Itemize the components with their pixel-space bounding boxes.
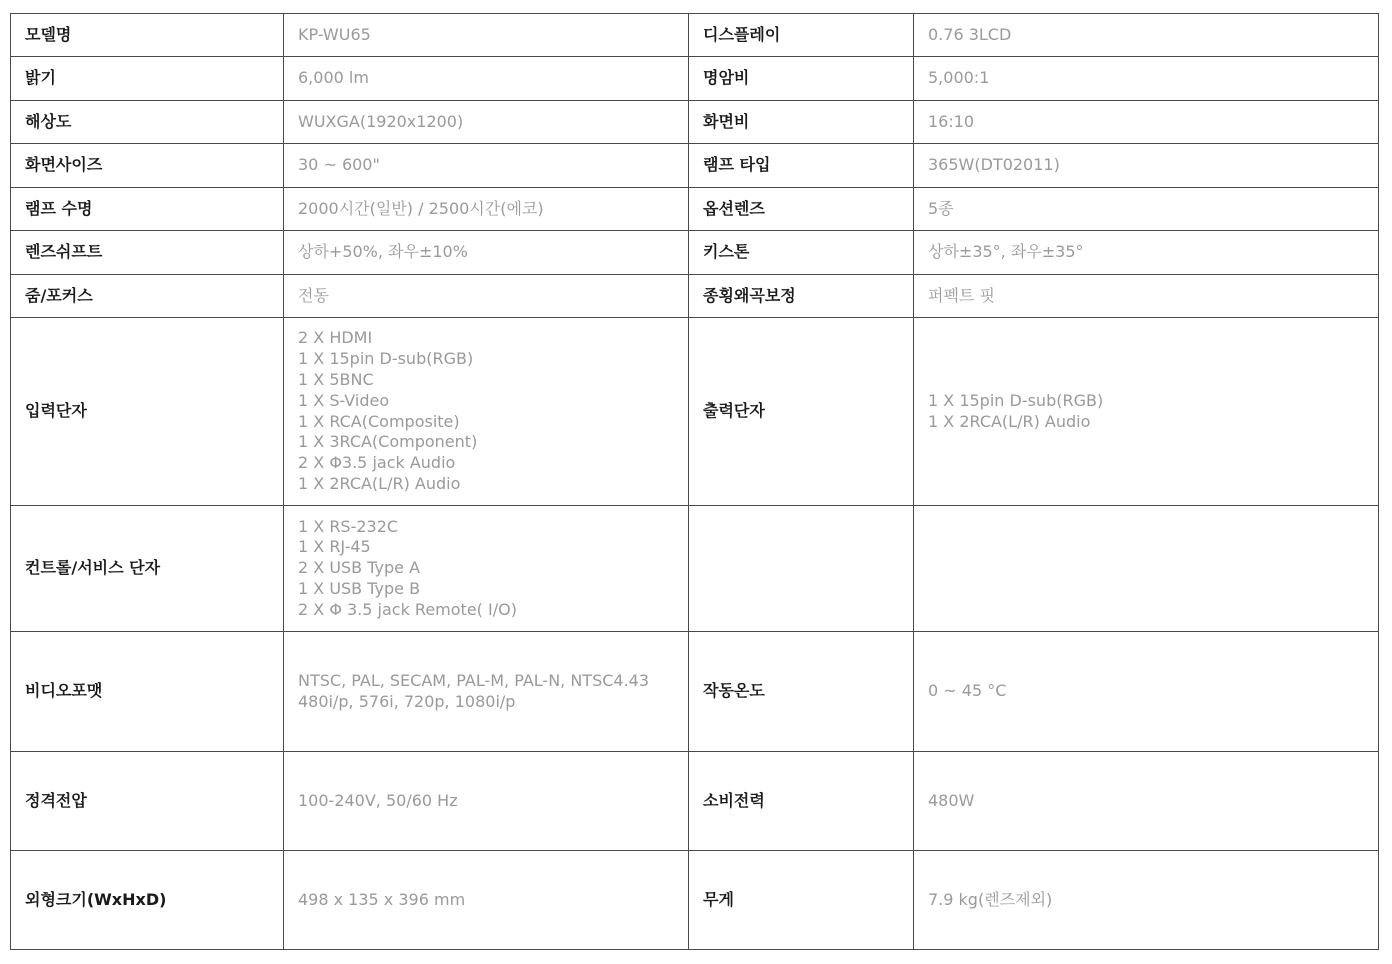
spec-label: 줌/포커스	[11, 275, 284, 318]
spec-label: 소비전력	[689, 752, 914, 851]
spec-value: 1 X RS-232C 1 X RJ-45 2 X USB Type A 1 X USB Type B 2 X Φ 3.5 jack Remote( I/O)	[284, 506, 689, 632]
spec-value: 30 ~ 600"	[284, 144, 689, 188]
table-row	[11, 101, 1379, 144]
spec-value: 16:10	[914, 101, 1379, 144]
spec-value: 0 ~ 45 °C	[914, 632, 1379, 752]
spec-table	[10, 13, 1379, 950]
spec-value: 1 X 15pin D-sub(RGB) 1 X 2RCA(L/R) Audio	[914, 318, 1379, 506]
spec-label: 키스톤	[689, 231, 914, 275]
spec-label: 입력단자	[11, 318, 284, 506]
spec-value: 6,000 lm	[284, 57, 689, 101]
table-row	[11, 506, 1379, 632]
spec-label: 종횡왜곡보정	[689, 275, 914, 318]
spec-value: WUXGA(1920x1200)	[284, 101, 689, 144]
spec-label	[689, 506, 914, 632]
table-row	[11, 851, 1379, 950]
spec-value: NTSC, PAL, SECAM, PAL-M, PAL-N, NTSC4.43 480i/p, 576i, 720p, 1080i/p	[284, 632, 689, 752]
spec-value: 0.76 3LCD	[914, 14, 1379, 57]
table-row	[11, 188, 1379, 231]
spec-label: 디스플레이	[689, 14, 914, 57]
spec-value: 상하±35°, 좌우±35°	[914, 231, 1379, 275]
spec-label: 램프 타입	[689, 144, 914, 188]
spec-label: 램프 수명	[11, 188, 284, 231]
spec-label: 렌즈쉬프트	[11, 231, 284, 275]
spec-value: 상하+50%, 좌우±10%	[284, 231, 689, 275]
spec-label: 모델명	[11, 14, 284, 57]
spec-value: 7.9 kg(렌즈제외)	[914, 851, 1379, 950]
spec-label: 외형크기(WxHxD)	[11, 851, 284, 950]
spec-label: 밝기	[11, 57, 284, 101]
table-row	[11, 318, 1379, 506]
table-row	[11, 632, 1379, 752]
table-row	[11, 752, 1379, 851]
spec-label: 옵션렌즈	[689, 188, 914, 231]
spec-label: 명암비	[689, 57, 914, 101]
spec-value	[914, 506, 1379, 632]
spec-value: 전동	[284, 275, 689, 318]
spec-label: 화면비	[689, 101, 914, 144]
table-row	[11, 57, 1379, 101]
spec-value: 2000시간(일반) / 2500시간(에코)	[284, 188, 689, 231]
spec-label: 화면사이즈	[11, 144, 284, 188]
table-row	[11, 14, 1379, 57]
spec-label: 출력단자	[689, 318, 914, 506]
spec-value: 365W(DT02011)	[914, 144, 1379, 188]
spec-value: 퍼펙트 핏	[914, 275, 1379, 318]
table-row	[11, 231, 1379, 275]
spec-label: 비디오포맷	[11, 632, 284, 752]
spec-value: 5,000:1	[914, 57, 1379, 101]
spec-value: 498 x 135 x 396 mm	[284, 851, 689, 950]
spec-value: 5종	[914, 188, 1379, 231]
spec-label: 무게	[689, 851, 914, 950]
spec-value: KP-WU65	[284, 14, 689, 57]
table-row	[11, 144, 1379, 188]
spec-label: 작동온도	[689, 632, 914, 752]
spec-value: 100-240V, 50/60 Hz	[284, 752, 689, 851]
spec-label: 해상도	[11, 101, 284, 144]
spec-value: 480W	[914, 752, 1379, 851]
spec-value: 2 X HDMI 1 X 15pin D-sub(RGB) 1 X 5BNC 1 X S-Video 1 X RCA(Composite) 1 X 3RCA(Component) 2 X Φ3.5 jack Audio 1 X 2RCA(L/R) Audio	[284, 318, 689, 506]
spec-label: 정격전압	[11, 752, 284, 851]
spec-label: 컨트롤/서비스 단자	[11, 506, 284, 632]
table-row	[11, 275, 1379, 318]
